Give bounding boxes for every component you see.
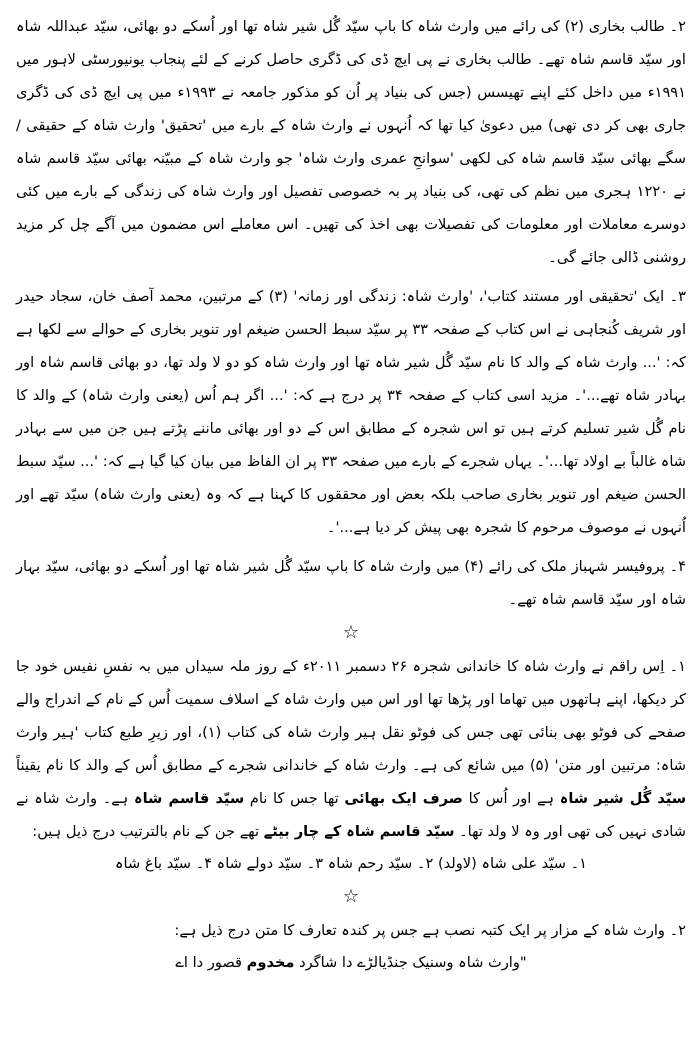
paragraph-2: ۲۔ طالب بخاری (۲) کی رائے میں وارث شاہ کا باپ سیّد گُل شیر شاہ تھا اور اُسکے دو بھائی، سیّد عبداللہ شاہ اور سیّد قاسم شاہ تھے۔ طالب بخاری نے پی ایچ ڈی کی ڈگری حاصل کرنے کے لئے پنجاب یونیورسٹی لاہور میں ۱۹۹۱ء میں داخل کئے اپنے تھیسس (جس کی بنیاد پر اُن کو مذکور جامعہ نے ۱۹۹۳ء میں پی ایچ ڈی کی ڈگری جاری بھی کر دی تھی) میں دعویٰ کیا تھا کہ اُنہوں نے وارث شاہ کے بارے میں 'تحقیق' وارث شاہ کے حقیقی / سگے بھائی سیّد قاسم شاہ کی لکھی 'سوانحِ عمری وارث شاہ' جو وارث شاہ کے مبیّنہ بھائی سیّد قاسم شاہ نے ۱۲۲۰ ہجری میں نظم کی تھی، کی بنیاد پر بہ خصوصی تفصیل اور وارث شاہ کی زندگی کے بارے میں کئی دوسرے معاملات اور معلومات کی تفصیلات بھی اخذ کی تھیں۔ اس معاملے اس مضمون میں آگے چل کر مزید روشنی ڈالی جائے گی۔ [16,18,686,266]
inscription-part-2: قصور دا اے [175,954,243,971]
sons-list: ۱۔ سیّد علی شاہ (لاولد) ۲۔ سیّد رحم شاہ ۳۔ سیّد دولے شاہ ۴۔ سیّد باغ شاہ [115,855,587,872]
one-brother: صرف ایک بھائی [344,790,463,807]
section-1-text-e: تھے جن کے نام بالترتیب درج ذیل ہیں: [32,823,260,840]
brother-name: سیّد قاسم شاہ [134,790,245,807]
section-1-text-b: ہے اور اُس کا [468,790,555,807]
inscription-part-1: "وارث شاہ وسنیک جنڈیالڑے دا شاگرد [299,954,527,971]
star-divider-icon: ☆ [342,622,360,643]
section-2-paragraph: ۲۔ وارث شاہ کے مزار پر ایک کتبہ نصب ہے جس پر کندہ تعارف کا متن درج ذیل ہے: [174,922,686,939]
document-page [16,10,686,979]
section-1-text-d: ہے۔ وارث شاہ نے شادی نہیں کی تھی اور وہ لا ولد تھا۔ [16,790,686,840]
section-1-text-c: تھا جس کا نام [249,790,339,807]
section-1-paragraph [16,650,686,848]
inscription-text [16,947,686,979]
star-divider-2-icon: ☆ [342,886,360,907]
four-sons: سیّد قاسم شاہ کے چار بیٹے [263,823,455,840]
section-1-text-a: ۱۔ اِس راقم نے وارث شاہ کا خاندانی شجرہ ۲۶ دسمبر ۲۰۱۱ء کے روز ملہ سیداں میں بہ نفسِ نفیس خود جا کر دیکھا، اپنے ہاتھوں میں تھاما اور پڑھا تھا اور اس میں وارث شاہ کے اسلاف سمیت اُس کے نام کے اندراج والے صفحے کی فوٹو بھی بنائی تھی جس کی فوٹو نقل ہیر وارث شاہ کی کتاب (۱)، اور زیرِ طبع کتاب 'ہیر وارث شاہ: مرتبین اور متن' (۵) میں شائع کی ہے۔ وارث شاہ کے خاندانی شجرے کے مطابق اُس کے والد کا نام یقیناً [16,658,686,774]
inscription-makhdoom: مخدوم [246,954,295,971]
paragraph-4: ۴۔ پروفیسر شہباز ملک کی رائے (۴) میں وارث شاہ کا باپ سیّد گُل شیر شاہ تھا اور اُسکے دو بھائی، سیّد بہار شاہ اور سیّد قاسم شاہ تھے۔ [16,558,686,608]
paragraph-3: ۳۔ ایک 'تحقیقی اور مستند کتاب'، 'وارث شاہ: زندگی اور زمانہ' (۳) کے مرتبین، محمد آصف خان، سجاد حیدر اور شریف کُنجاہی نے اس کتاب کے صفحہ ۳۳ پر سیّد سبط الحسن ضیغم اور تنویر بخاری کے حوالے سے لکھا ہے کہ: '... وارث شاہ کے والد کا نام سیّد گُل شیر شاہ تھا اور وارث شاہ کو دو لا ولد تھا، دو بھائی قاسم شاہ اور بہادر شاہ تھے...'۔ مزید اسی کتاب کے صفحہ ۳۴ پر درج ہے کہ: '... اگر ہم اُس (یعنی وارث شاہ) کے والد کا نام گُل شیر تسلیم کرتے ہیں تو اس شجرہ کے مطابق اس کے دو اور بھائی ماننے پڑتے ہیں جن میں سے بہادر شاہ غالباً بے اولاد تھا...'۔ یہاں شجرے کے بارے میں صفحہ ۳۳ پر ان الفاظ میں بیان کیا گیا ہے کہ: '... سیّد سبط الحسن ضیغم اور تنویر بخاری صاحب بلکہ بعض اور محققوں کا کہنا ہے کہ وہ (یعنی وارث شاہ) سیّد تھے اور اُنہوں نے موصوف مرحوم کا شجرہ بھی پیش کر دیا ہے...'۔ [16,288,687,536]
father-name: سیّد گُل شیر شاہ [559,790,687,807]
